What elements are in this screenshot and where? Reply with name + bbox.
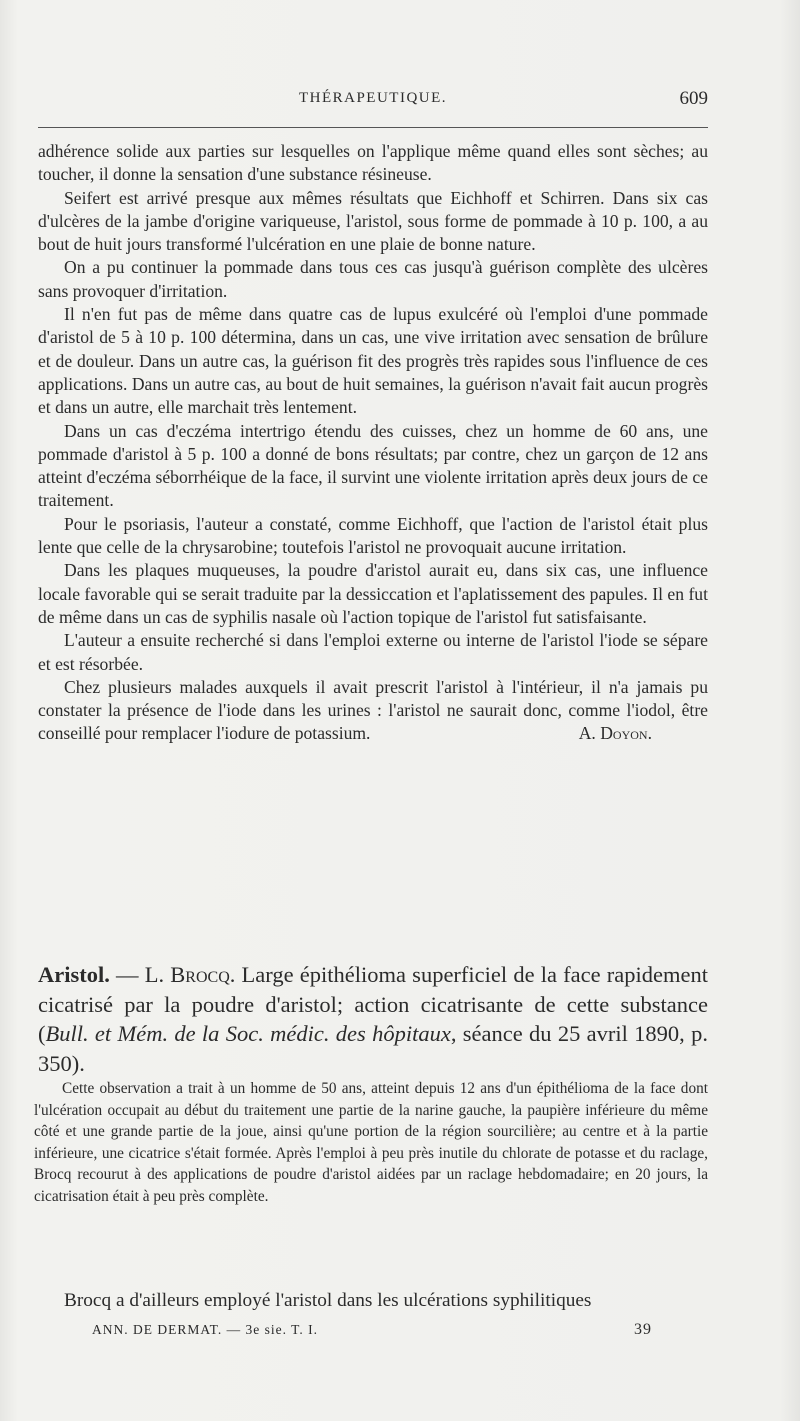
paragraph: Dans un cas d'eczéma intertrigo étendu des cuisses, chez un homme de 60 ans, une pommade d'aristol à 5 p. 100 a donné de bons résultats; par contre, chez un garçon de 12 ans atteint d'eczéma séborrhéique de la face, il survint une violente irritation après deux jours de ce traitement. — [38, 420, 708, 511]
paragraph: On a pu continuer la pommade dans tous ces cas jusqu'à guérison complète des ulcères sans provoquer d'irritation. — [38, 257, 708, 301]
paragraph: Dans les plaques muqueuses, la poudre d'aristol aurait eu, dans six cas, une influence locale favorable qui se serait traduite par la dessiccation et l'aplatissement des papules. Il en fut de même dans un cas de syphilis nasale où l'action topique de l'aristol fut satisfaisante. — [38, 560, 708, 627]
footer-signature-mark: ANN. DE DERMAT. — 3e sie. T. I. — [92, 1322, 318, 1337]
article-author: L. Brocq. — [144, 962, 236, 987]
main-text — [38, 140, 708, 746]
header-rule — [38, 127, 708, 128]
article-session: , séance du 25 avril 1890, p. 350). — [38, 1021, 708, 1076]
paragraph: Il n'en fut pas de même dans quatre cas de lupus exulcéré où l'emploi d'une pommade d'aristol de 5 à 10 p. 100 détermina, dans un cas, une vive irritation avec sensation de brûlure et de douleur. Dans un autre cas, la guérison fit des progrès très rapides sous l'influence de ces applications. Dans un autre cas, au bout de huit semaines, la guérison n'avait fait aucun progrès et dans un autre, elle marchait très lentement. — [38, 304, 708, 418]
paragraph: Pour le psoriasis, l'auteur a constaté, comme Eichhoff, que l'action de l'aristol était plus lente que celle de la chrysarobine; toutefois l'aristol ne provoquait aucune irritation. — [38, 513, 708, 558]
paragraph: Chez plusieurs malades auxquels il avait prescrit l'aristol à l'intérieur, il n'a jamais pu constater la présence de l'iode dans les urines : l'aristol ne saurait donc, comme l'iodol, être conseillé pour remplacer l'iodure de potassium. — [38, 676, 708, 744]
author-signature: A. Doyon. — [578, 723, 652, 744]
article-subject: Aristol. — [38, 962, 110, 987]
page-footer — [92, 1322, 652, 1342]
closing-line: Brocq a d'ailleurs employé l'aristol dans les ulcérations syphilitiques — [64, 1290, 592, 1311]
paragraph: L'auteur a ensuite recherché si dans l'emploi externe ou interne de l'aristol l'iode se sépare et est résorbée. — [38, 630, 708, 674]
heading-dash: — — [109, 962, 145, 987]
article-abstract — [34, 1078, 708, 1208]
footer-sheet-number: 39 — [634, 1321, 652, 1338]
article-title: Large épithélioma superficiel de la face rapidement cicatrisé par la poudre d'aristol; action cicatrisante de cette substance ( — [38, 962, 708, 1046]
paragraph: adhérence solide aux parties sur lesquelles on l'applique même quand elles sont sèches; au toucher, il donne la sensation d'une substance résineuse. — [38, 141, 708, 185]
page-number: 609 — [679, 88, 708, 109]
article-source: Bull. et Mém. de la Soc. médic. des hôpitaux — [45, 1021, 451, 1046]
paragraph: Seifert est arrivé presque aux mêmes résultats que Eichhoff et Schirren. Dans six cas d'ulcères de la jambe d'origine variqueuse, l'aristol, sous forme de pommade à 10 p. 100, a au bout de huit jours transformé l'ulcération en une plaie de bonne nature. — [38, 187, 708, 255]
page-header — [38, 88, 708, 112]
running-title: THÉRAPEUTIQUE. — [298, 90, 448, 106]
article-heading — [38, 960, 708, 1078]
abstract-paragraph: Cette observation a trait à un homme de 50 ans, atteint depuis 12 ans d'un épithélioma de la face dont l'ulcération occupait au début du traitement une partie de la narine gauche, la paupière inférieure du même côté et une grande partie de la joue, ainsi qu'une portion de la région sourcilière; au centre et à la partie inférieure, une cicatrice s'était formée. Après l'emploi à peu près inutile du chlorate de potasse et du raclage, Brocq recourut à des applications de poudre d'aristol aidées par un raclage hebdomadaire; en 20 jours, la cicatrisation était à peu près complète. — [34, 1080, 708, 1205]
